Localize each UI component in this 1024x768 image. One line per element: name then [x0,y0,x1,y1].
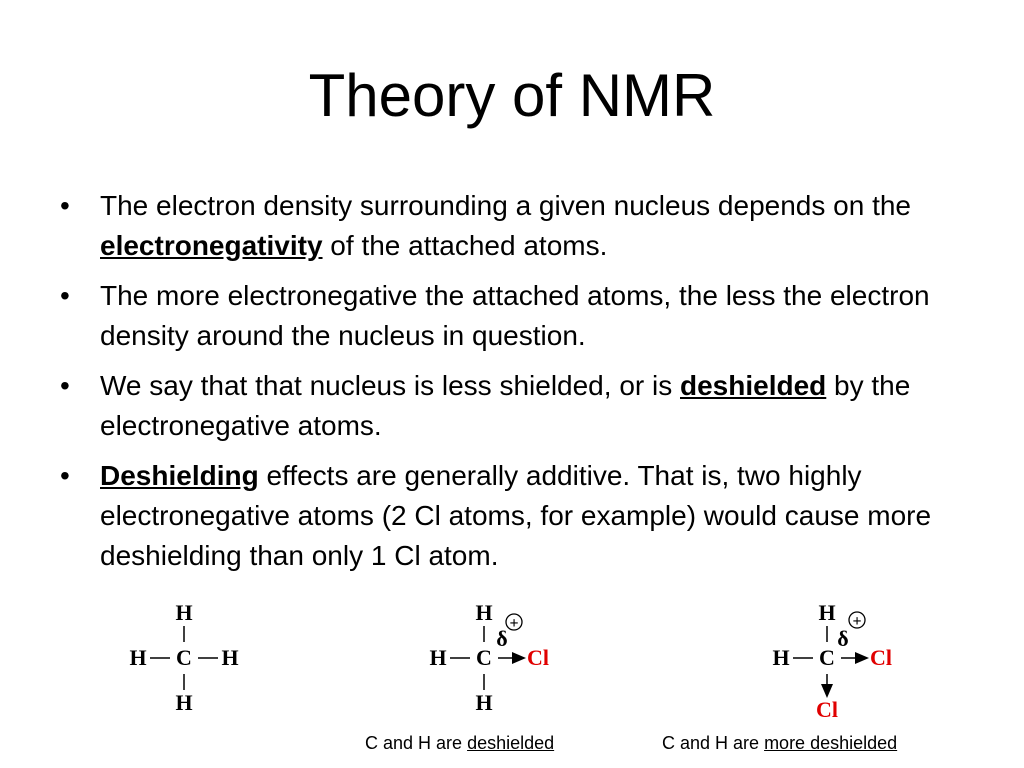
atom-bottom: H [175,690,193,715]
atom-bottom-chlorine: Cl [816,697,838,722]
atom-right-chlorine: Cl [527,645,549,670]
bullet-text: of the attached atoms. [322,230,608,261]
bullet-keyword: Deshielding [100,460,259,491]
dichloromethane-structure [763,598,923,724]
chloromethane-structure [420,598,570,718]
bullet-list [58,186,988,586]
atom-top: H [818,600,836,625]
bullet-item [58,276,988,356]
bullet-item [58,456,988,576]
bullet-keyword: deshielded [680,370,827,401]
atom-top: H [175,600,193,625]
atom-left: H [429,645,447,670]
partial-charge-sign: + [852,613,862,630]
caption-more-deshielded [662,731,897,755]
bullet-text: The more electronegative the attached atoms, the less the electron density around the nucleus in question. [100,280,930,351]
bullet-dot: • [60,370,70,401]
caption-keyword: deshielded [467,733,555,753]
delta-symbol: δ [837,626,849,651]
atom-center: C [819,645,835,670]
caption-text: C and H are [662,733,765,753]
bullet-text: We say that that nucleus is less shielded, or is [100,370,680,401]
bullet-text: effects are generally additive. That is, two highly electronegative atoms (2 Cl atoms, for example) would cause more deshielding than only 1 Cl atom. [100,460,932,571]
atom-left: H [129,645,147,670]
bullet-text: The electron density surrounding a given nucleus depends on the [100,190,911,221]
dipole-arrow-head [855,652,869,664]
caption-deshielded [365,731,554,755]
dipole-arrow-head [512,652,526,664]
caption-text: C and H are [365,733,468,753]
bullet-dot: • [60,190,70,221]
partial-charge-sign: + [509,615,519,632]
bullet-dot: • [60,280,70,311]
slide-title: Theory of NMR [308,62,716,129]
bullet-item [58,366,988,446]
atom-left: H [772,645,790,670]
delta-symbol: δ [496,626,508,651]
dipole-arrow-head-down [821,684,833,698]
atom-right-chlorine: Cl [870,645,892,670]
bullet-dot: • [60,460,70,491]
caption-keyword: more deshielded [764,733,898,753]
atom-top: H [475,600,493,625]
atom-center: C [476,645,492,670]
atom-bottom: H [475,690,493,715]
bullet-keyword: electronegativity [100,230,323,261]
atom-center: C [176,645,192,670]
bullet-item [58,186,988,266]
atom-right: H [221,645,239,670]
bullet-text: by the electronegative atoms. [100,370,911,441]
methane-structure [120,598,250,718]
